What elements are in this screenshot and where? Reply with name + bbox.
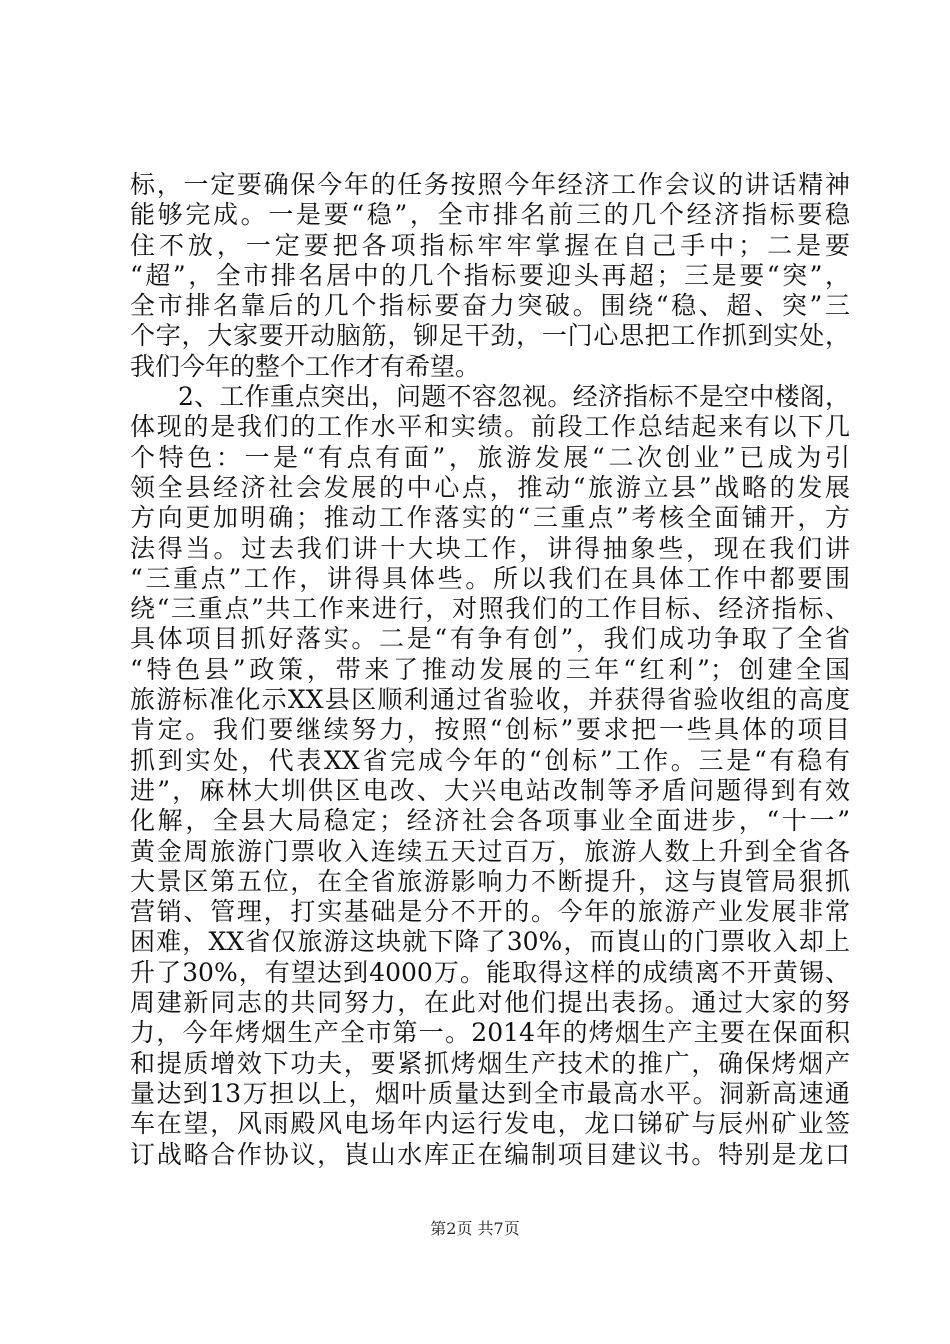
- text-line: 个特色：一是“有点有面”，旅游发展“二次创业”已成为引: [130, 442, 850, 472]
- text-line: 法得当。过去我们讲十大块工作，讲得抽象些，现在我们讲: [130, 533, 850, 563]
- text-line: 营销、管理，打实基础是分不开的。今年的旅游产业发展非常: [130, 897, 850, 927]
- text-line: 量达到13万担以上，烟叶质量达到全市最高水平。洞新高速通: [130, 1078, 850, 1108]
- text-line: 周建新同志的共同努力，在此对他们提出表扬。通过大家的努: [130, 988, 850, 1018]
- text-line: 车在望，风雨殿风电场年内运行发电，龙口锑矿与辰州矿业签: [130, 1109, 850, 1139]
- text-line: 肯定。我们要继续努力，按照“创标”要求把一些具体的项目: [130, 715, 850, 745]
- text-line: “特色县”政策，带来了推动发展的三年“红利”；创建全国: [130, 654, 850, 684]
- text-line: 我们今年的整个工作才有希望。: [130, 351, 481, 381]
- text-line: 旅游标准化示XX县区顺利通过省验收，并获得省验收组的高度: [130, 685, 850, 715]
- text-line: “超”，全市排名居中的几个指标要迎头再超；三是要“突”，: [130, 260, 850, 290]
- text-line: 标，一定要确保今年的任务按照今年经济工作会议的讲话精神: [130, 170, 850, 199]
- text-line: 进”，麻林大圳供区电改、大兴电站改制等矛盾问题得到有效: [130, 775, 850, 805]
- text-line: 抓到实处，代表XX省完成今年的“创标”工作。三是“有稳有: [130, 745, 850, 775]
- page-footer: [0, 1216, 950, 1239]
- text-line: 方向更加明确；推动工作落实的“三重点”考核全面铺开，方: [130, 503, 850, 533]
- page-number-label: 第2页 共7页: [430, 1219, 520, 1238]
- text-line: 能够完成。一是要“稳”，全市排名前三的几个经济指标要稳: [130, 200, 850, 230]
- text-line: 黄金周旅游门票收入连续五天过百万，旅游人数上升到全省各: [130, 836, 850, 866]
- text-line: 全市排名靠后的几个指标要奋力突破。围绕“稳、超、突”三: [130, 291, 850, 321]
- text-line: 2、工作重点突出，问题不容忽视。经济指标不是空中楼阁，: [178, 382, 850, 412]
- text-line: 住不放，一定要把各项指标牢牢掌握在自己手中；二是要: [130, 230, 850, 260]
- text-line: 和提质增效下功夫，要紧抓烤烟生产技术的推广，确保烤烟产: [130, 1048, 850, 1078]
- text-line: 体现的是我们的工作水平和实绩。前段工作总结起来有以下几: [130, 412, 850, 442]
- text-line: 困难，XX省仅旅游这块就下降了30%，而崀山的门票收入却上: [130, 927, 850, 957]
- text-line: 升了30%，有望达到4000万。能取得这样的成绩离不开黄锡、: [130, 957, 850, 987]
- text-line: 力，今年烤烟生产全市第一。2014年的烤烟生产主要在保面积: [130, 1018, 850, 1048]
- text-line: 个字，大家要开动脑筋，铆足干劲，一门心思把工作抓到实处，: [130, 321, 850, 351]
- text-line: 订战略合作协议，崀山水库正在编制项目建议书。特别是龙口: [130, 1139, 850, 1169]
- text-line: 化解，全县大局稳定；经济社会各项事业全面进步，“十一”: [130, 806, 850, 836]
- text-line: 领全县经济社会发展的中心点，推动“旅游立县”战略的发展: [130, 472, 850, 502]
- text-line: 大景区第五位，在全省旅游影响力不断提升，这与崀管局狠抓: [130, 866, 850, 896]
- text-line: 具体项目抓好落实。二是“有争有创”，我们成功争取了全省: [130, 624, 850, 654]
- text-line: “三重点”工作，讲得具体些。所以我们在具体工作中都要围: [130, 563, 850, 593]
- document-body: [130, 170, 850, 1170]
- paragraph-1: [130, 170, 850, 382]
- text-line: 绕“三重点”共工作来进行，对照我们的工作目标、经济指标、: [130, 594, 850, 624]
- paragraph-2: [130, 382, 850, 1170]
